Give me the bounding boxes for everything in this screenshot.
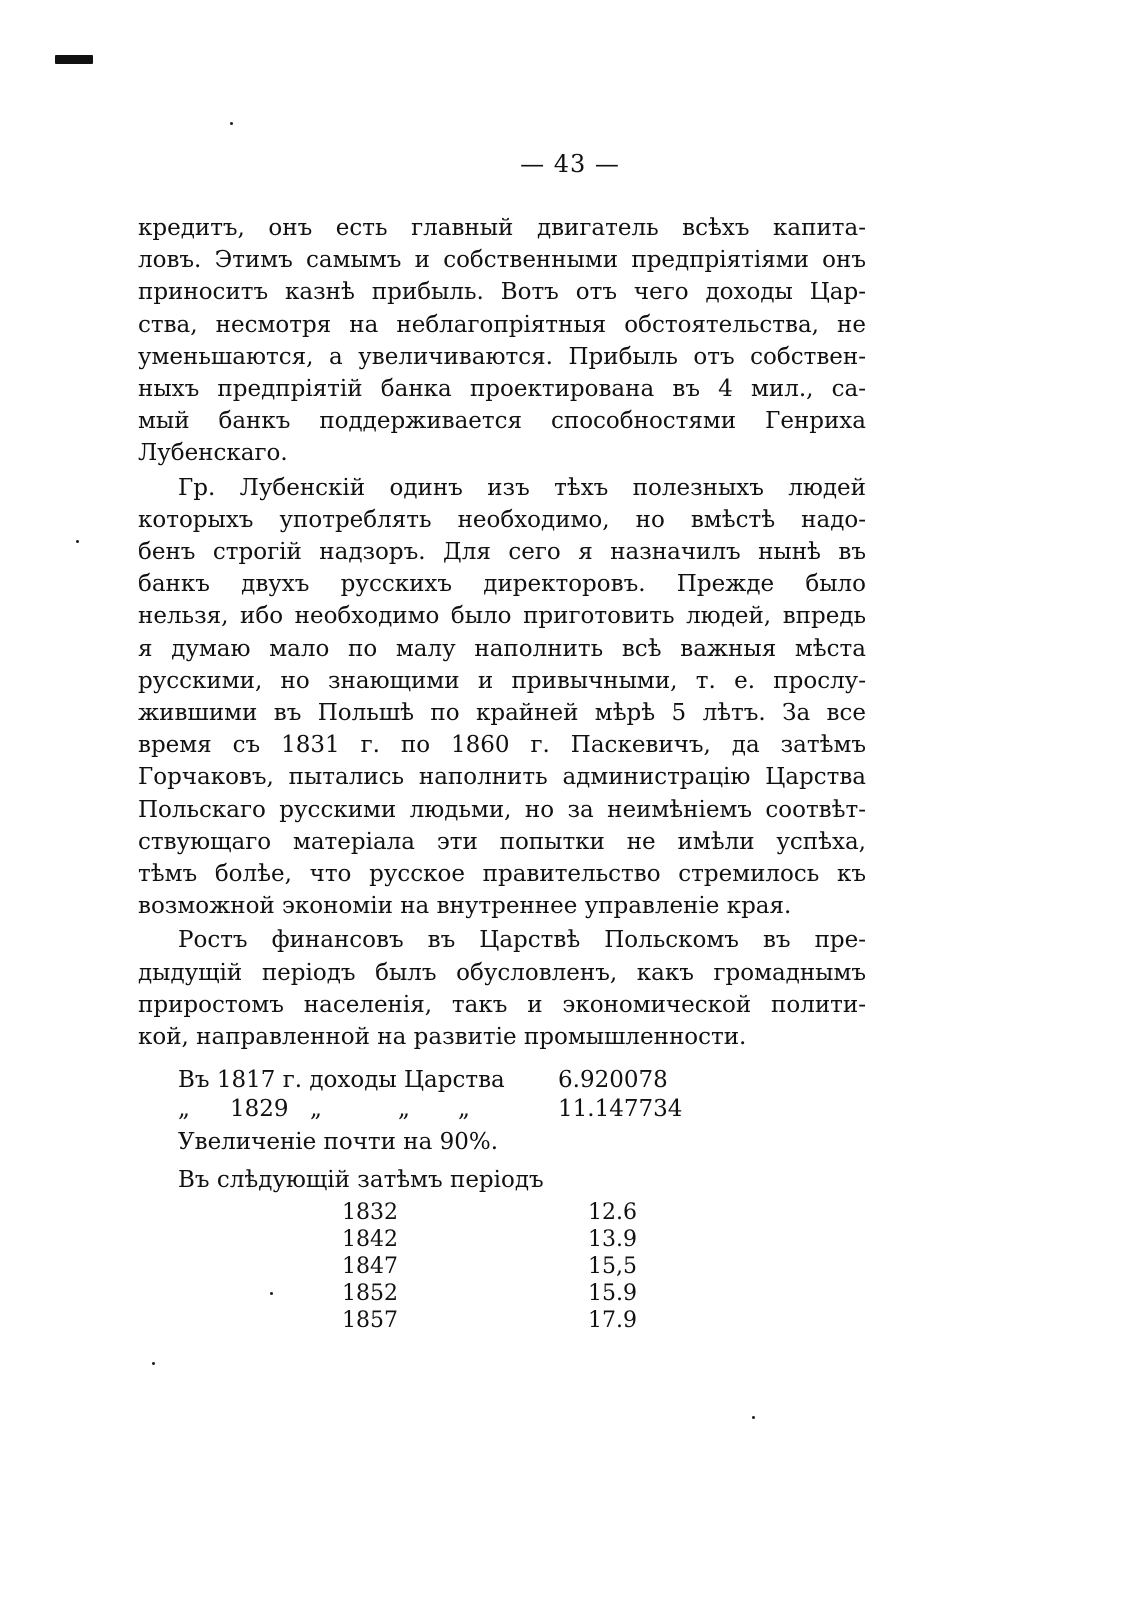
- year-cell: 1832: [342, 1200, 398, 1225]
- value-cell: 13.9: [588, 1227, 637, 1252]
- text-line: время съ 1831 г. по 1860 г. Паскевичъ, да затѣмъ: [138, 732, 866, 759]
- table-row: [342, 1199, 648, 1226]
- text-line: нельзя, ибо необходимо было приготовить людей, впредь: [138, 603, 866, 630]
- revenue-year: 1829: [230, 1096, 289, 1122]
- body-text: [138, 212, 866, 1053]
- scan-artifact-mark: [55, 55, 93, 64]
- scan-speck: [752, 1416, 755, 1419]
- text-line: дыдущій періодъ былъ обусловленъ, какъ громаднымъ: [138, 959, 866, 986]
- text-line: ловъ. Этимъ самымъ и собственными предпріятіями онъ: [138, 247, 866, 274]
- year-cell: 1847: [342, 1254, 398, 1279]
- table-row: [342, 1253, 648, 1280]
- revenue-label: Въ 1817 г. доходы Царства: [178, 1067, 505, 1093]
- table-row: [342, 1307, 648, 1334]
- text-line: ныхъ предпріятій банка проектирована въ 4 мил., са-: [138, 376, 866, 403]
- value-cell: 17.9: [588, 1308, 637, 1333]
- text-line: приноситъ казнѣ прибыль. Вотъ отъ чего доходы Цар-: [138, 279, 866, 306]
- scan-speck: [230, 122, 233, 125]
- revenue-row: [178, 1095, 682, 1124]
- year-cell: 1857: [342, 1308, 398, 1333]
- next-period-heading: Въ слѣдующій затѣмъ періодъ: [178, 1167, 544, 1193]
- table-row: [342, 1226, 648, 1253]
- paragraph-1: [138, 212, 866, 470]
- text-line: бенъ строгій надзоръ. Для сего я назначилъ нынѣ въ: [138, 539, 866, 566]
- value-cell: 15,5: [588, 1254, 637, 1279]
- year-cell: 1842: [342, 1227, 398, 1252]
- years-table: [342, 1199, 648, 1334]
- ditto-mark: „: [398, 1096, 410, 1122]
- text-line: Гр. Лубенскій одинъ изъ тѣхъ полезныхъ людей: [178, 474, 866, 501]
- text-line: русскими, но знающими и привычными, т. е. прослу-: [138, 667, 866, 694]
- text-line: Горчаковъ, пытались наполнить администрацію Царства: [138, 764, 866, 791]
- text-line: которыхъ употреблять необходимо, но вмѣстѣ надо-: [138, 506, 866, 533]
- value-cell: 12.6: [588, 1200, 637, 1225]
- year-cell: 1852: [342, 1281, 398, 1306]
- revenue-figures: [178, 1066, 682, 1124]
- revenue-value: 11.147734: [558, 1096, 683, 1122]
- ditto-mark: „: [458, 1096, 470, 1122]
- value-cell: 15.9: [588, 1281, 637, 1306]
- table-row: [342, 1280, 648, 1307]
- revenue-value: 6.920078: [558, 1067, 668, 1093]
- scan-speck: [270, 1292, 273, 1295]
- text-line: приростомъ населенія, такъ и экономической полити-: [138, 991, 866, 1018]
- text-line: ства, несмотря на неблагопріятныя обстоятельства, не: [138, 311, 866, 338]
- increase-note: Увеличеніе почти на 90%.: [178, 1129, 499, 1155]
- text-line: банкъ двухъ русскихъ директоровъ. Прежде было: [138, 571, 866, 598]
- text-line: Ростъ финансовъ въ Царствѣ Польскомъ въ пре-: [178, 927, 866, 954]
- paragraph-2: [138, 472, 866, 923]
- text-line: уменьшаются, а увеличиваются. Прибыль отъ собствен-: [138, 343, 866, 370]
- text-line: мый банкъ поддерживается способностями Генриха: [138, 408, 866, 435]
- text-line: Лубенскаго.: [138, 440, 288, 467]
- page-number: — 43 —: [520, 150, 620, 178]
- paragraph-3: [138, 924, 866, 1053]
- scan-speck: [76, 540, 79, 543]
- text-line: возможной экономіи на внутреннее управленіе края.: [138, 893, 792, 920]
- ditto-mark: „: [178, 1096, 190, 1122]
- ditto-mark: „: [310, 1096, 322, 1122]
- text-line: Польскаго русскими людьми, но за неимѣніемъ соотвѣт-: [138, 796, 866, 823]
- scan-speck: [152, 1362, 155, 1365]
- text-line: кой, направленной на развитіе промышленности.: [138, 1024, 747, 1051]
- revenue-row: [178, 1066, 682, 1095]
- text-line: тѣмъ болѣе, что русское правительство стремилось къ: [138, 861, 866, 888]
- text-line: кредитъ, онъ есть главный двигатель всѣхъ капита-: [138, 215, 866, 241]
- text-line: я думаю мало по малу наполнить всѣ важныя мѣста: [138, 635, 866, 662]
- text-line: жившими въ Польшѣ по крайней мѣрѣ 5 лѣтъ. За все: [138, 700, 866, 727]
- text-line: ствующаго матеріала эти попытки не имѣли успѣха,: [138, 828, 866, 855]
